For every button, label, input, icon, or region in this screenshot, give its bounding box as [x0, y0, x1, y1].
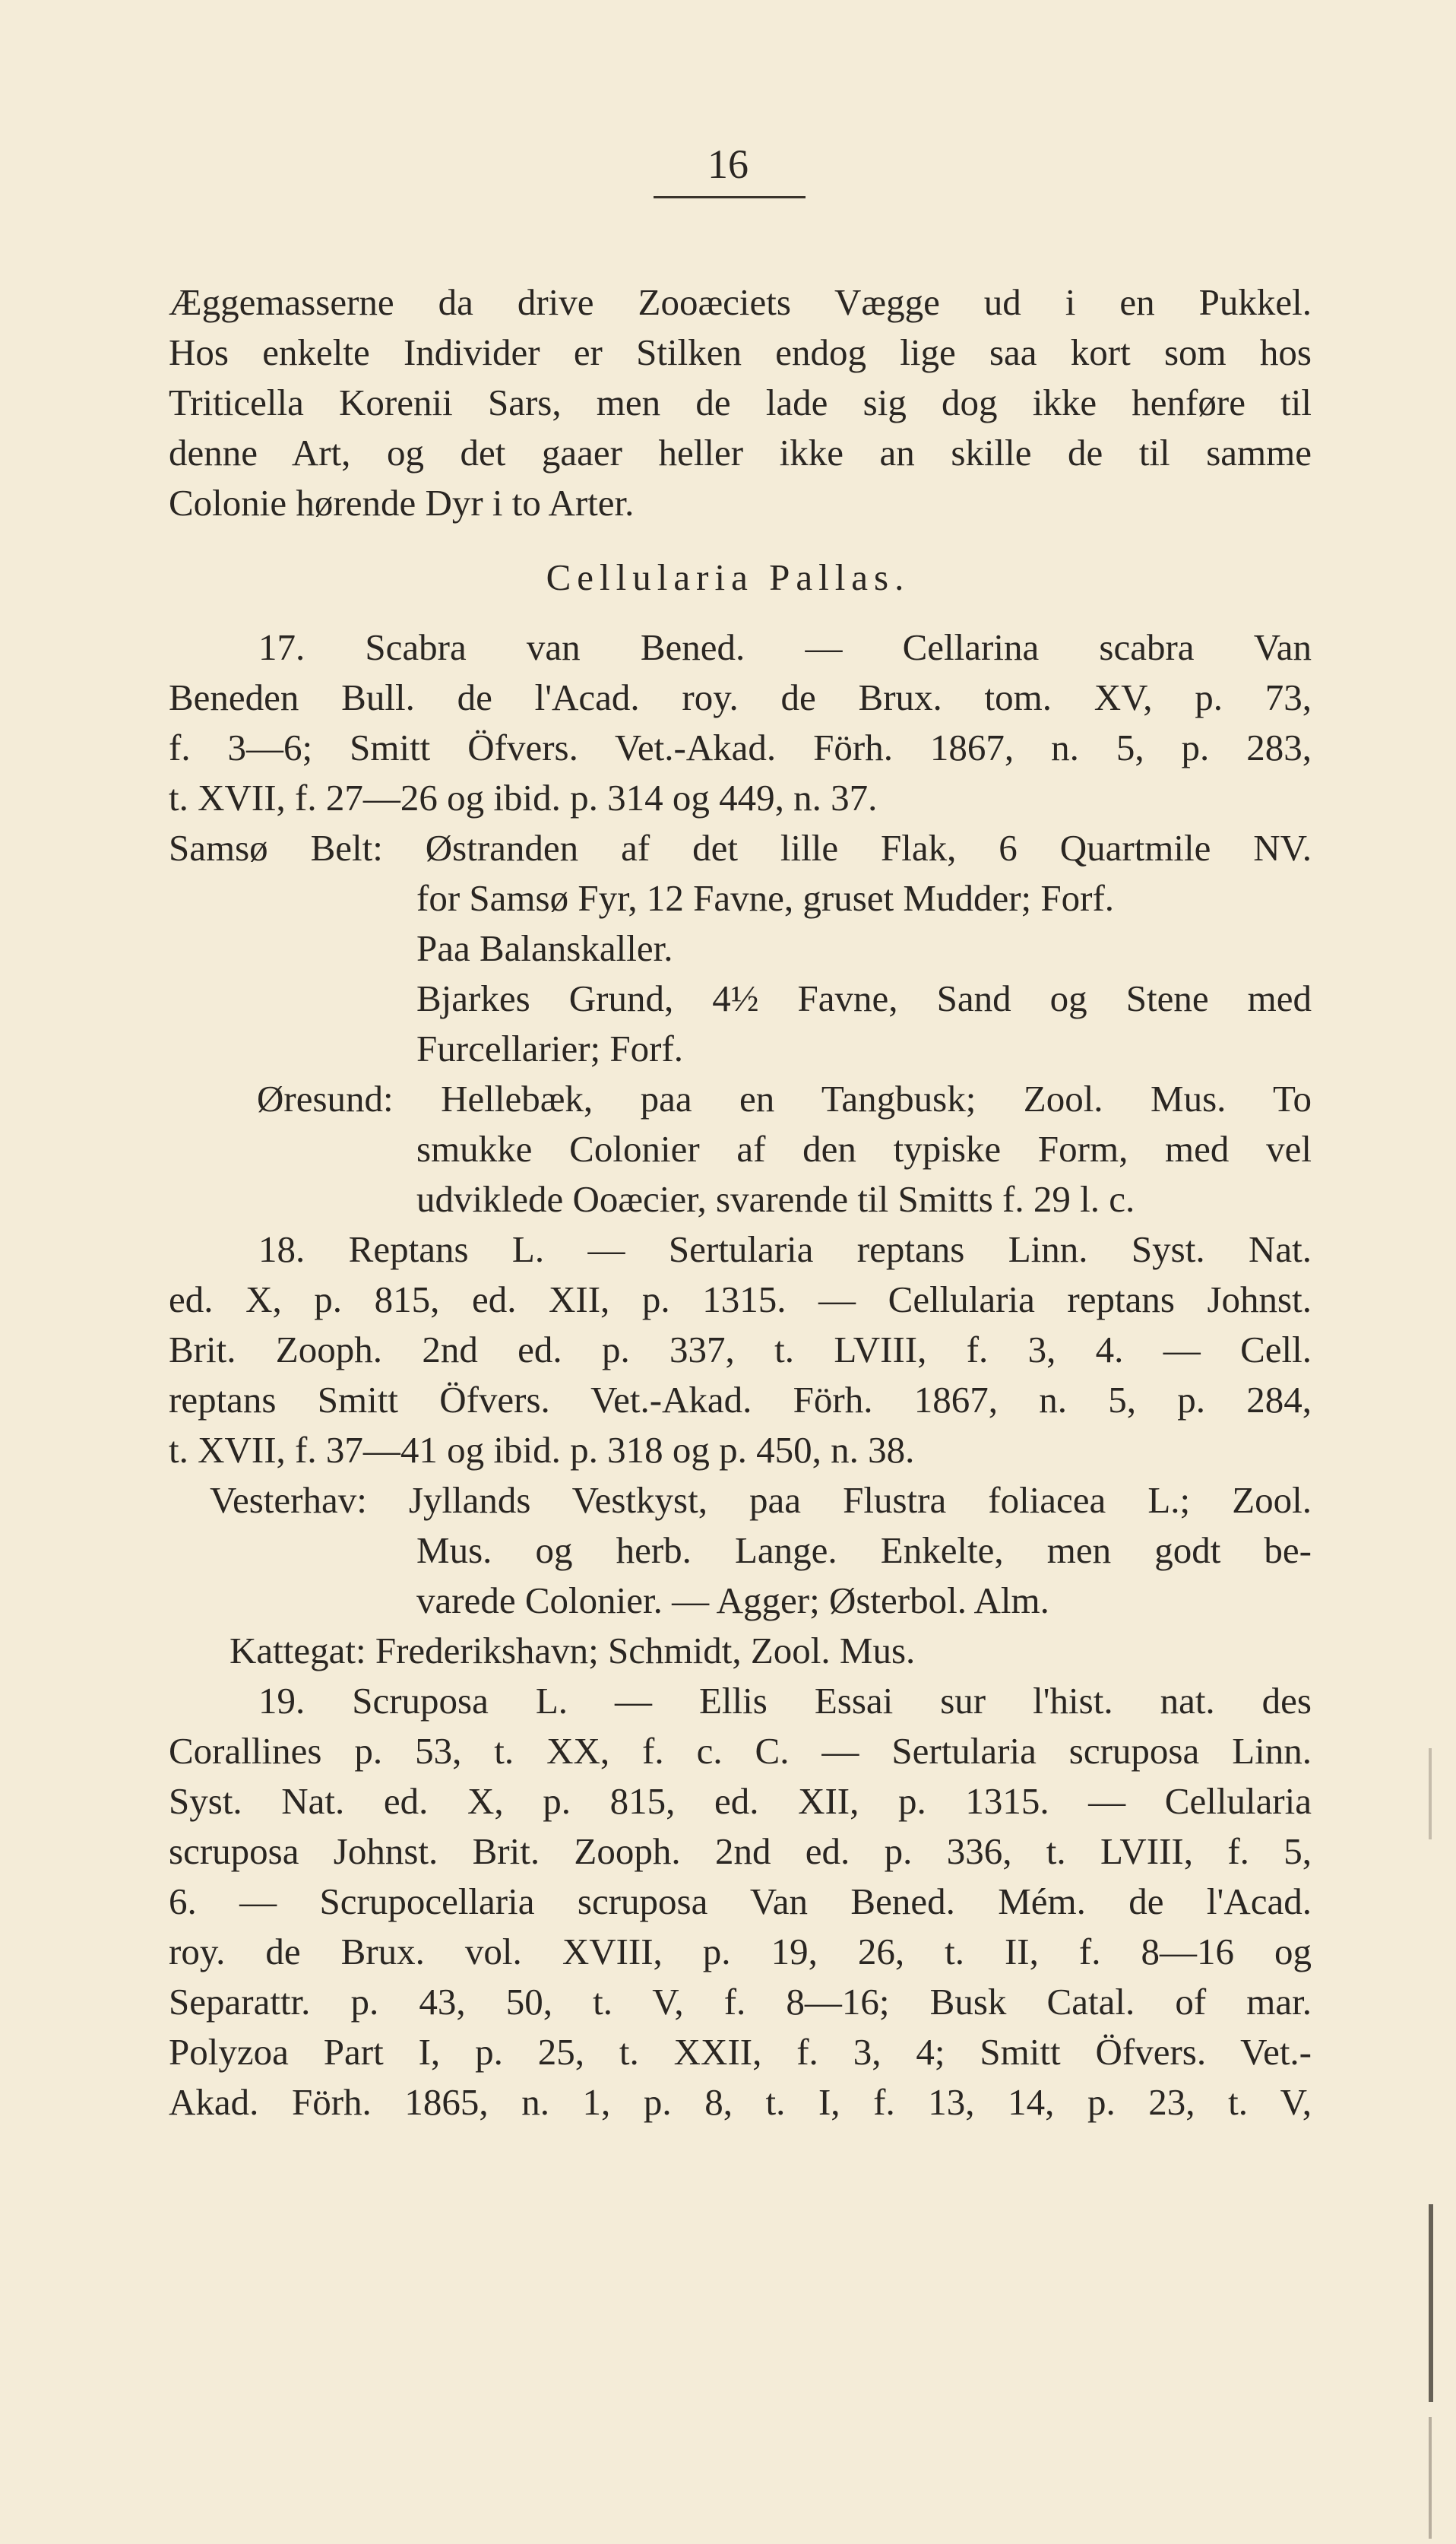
locality-line: Øresund: Hellebæk, paa en Tangbusk; Zool. Mus. To	[257, 1078, 1312, 1120]
page-edge-mark	[1429, 2417, 1432, 2539]
locality-line: Bjarkes Grund, 4½ Favne, Sand og Stene med	[416, 977, 1312, 1019]
locality-line: Furcellarier; Forf.	[416, 1028, 684, 1069]
species-entry-line: scruposa Johnst. Brit. Zooph. 2nd ed. p. 336, t. LVIII, f. 5,	[169, 1830, 1312, 1872]
header-rule	[654, 196, 806, 198]
page-number: 16	[707, 141, 749, 187]
genus-heading: Cellularia Pallas.	[546, 556, 910, 598]
species-entry-line: Polyzoa Part I, p. 25, t. XXII, f. 3, 4; Smitt Öfvers. Vet.-	[169, 2031, 1312, 2073]
species-entry-line: Syst. Nat. ed. X, p. 815, ed. XII, p. 1315. — Cellularia	[169, 1780, 1312, 1822]
text-line: Hos enkelte Individer er Stilken endog lige saa kort som hos	[169, 331, 1312, 373]
species-entry-line: reptans Smitt Öfvers. Vet.-Akad. Förh. 1867, n. 5, p. 284,	[169, 1379, 1312, 1421]
species-entry-line: 17. Scabra van Bened. — Cellarina scabra Van	[258, 626, 1312, 668]
page-edge-mark	[1429, 2204, 1433, 2402]
species-entry-line: Corallines p. 53, t. XX, f. c. C. — Sertularia scruposa Linn.	[169, 1730, 1312, 1772]
locality-line: udviklede Ooæcier, svarende til Smitts f. 29 l. c.	[416, 1178, 1135, 1220]
text-line: Colonie hørende Dyr i to Arter.	[169, 482, 635, 524]
species-entry-line: Beneden Bull. de l'Acad. roy. de Brux. tom. XV, p. 73,	[169, 676, 1312, 718]
locality-line: smukke Colonier af den typiske Form, med vel	[416, 1128, 1312, 1170]
species-entry-line: 6. — Scrupocellaria scruposa Van Bened. Mém. de l'Acad.	[169, 1880, 1312, 1922]
species-entry-line: roy. de Brux. vol. XVIII, p. 19, 26, t. II, f. 8—16 og	[169, 1931, 1312, 1972]
species-entry-line: Brit. Zooph. 2nd ed. p. 337, t. LVIII, f. 3, 4. — Cell.	[169, 1329, 1312, 1370]
species-entry-line: Separattr. p. 43, 50, t. V, f. 8—16; Busk Catal. of mar.	[169, 1981, 1312, 2023]
locality-line: Kattegat: Frederikshavn; Schmidt, Zool. Mus.	[229, 1630, 916, 1671]
species-entry-line: ed. X, p. 815, ed. XII, p. 1315. — Cellularia reptans Johnst.	[169, 1278, 1312, 1320]
text-line: denne Art, og det gaaer heller ikke an skille de til samme	[169, 432, 1312, 474]
species-entry-line: Akad. Förh. 1865, n. 1, p. 8, t. I, f. 13, 14, p. 23, t. V,	[169, 2081, 1312, 2123]
locality-line: varede Colonier. — Agger; Østerbol. Alm.	[416, 1579, 1049, 1621]
locality-line: Mus. og herb. Lange. Enkelte, men godt be-	[416, 1529, 1312, 1571]
page-edge-mark	[1429, 1748, 1432, 1839]
locality-line: Paa Balanskaller.	[416, 927, 673, 969]
species-entry-line: t. XVII, f. 27—26 og ibid. p. 314 og 449, n. 37.	[169, 777, 878, 819]
locality-line: Samsø Belt: Østranden af det lille Flak, 6 Quartmile NV.	[169, 827, 1312, 869]
species-entry-line: f. 3—6; Smitt Öfvers. Vet.-Akad. Förh. 1867, n. 5, p. 283,	[169, 727, 1312, 768]
species-entry-line: t. XVII, f. 37—41 og ibid. p. 318 og p. 450, n. 38.	[169, 1429, 915, 1471]
text-line: Triticella Korenii Sars, men de lade sig dog ikke henføre til	[169, 382, 1312, 423]
species-entry-line: 19. Scruposa L. — Ellis Essai sur l'hist. nat. des	[258, 1680, 1312, 1722]
text-line: Æggemasserne da drive Zooæciets Vægge ud i en Pukkel.	[169, 281, 1312, 323]
species-entry-line: 18. Reptans L. — Sertularia reptans Linn. Syst. Nat.	[258, 1228, 1312, 1270]
locality-line: Vesterhav: Jyllands Vestkyst, paa Flustra foliacea L.; Zool.	[210, 1479, 1312, 1521]
locality-line: for Samsø Fyr, 12 Favne, gruset Mudder; Forf.	[416, 877, 1115, 919]
